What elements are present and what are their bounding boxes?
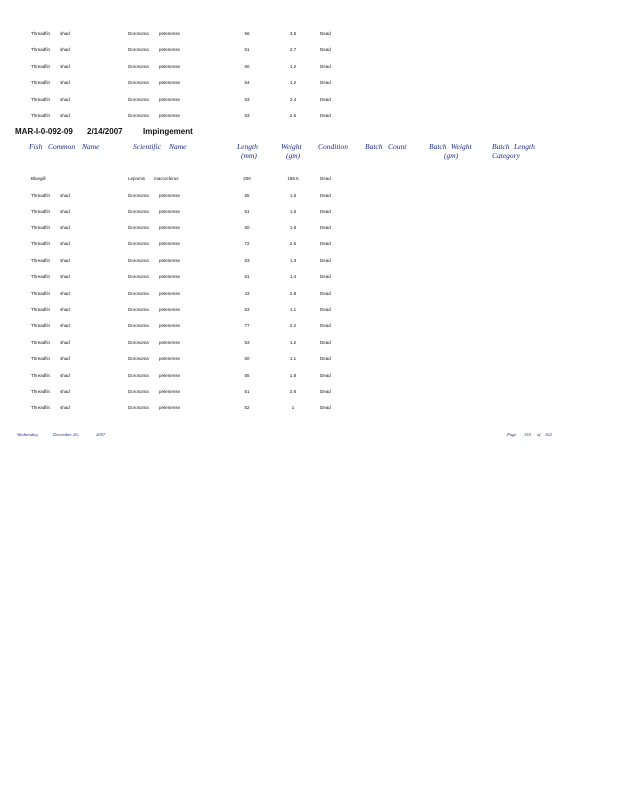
- footer-of-label: of: [537, 432, 541, 437]
- scientific-name-2: petenense: [159, 80, 181, 85]
- scientific-name-1: Dorosoma: [128, 31, 149, 36]
- col-common: Common: [48, 142, 76, 151]
- common-name-2: shad: [60, 209, 70, 214]
- length-value: 50: [244, 225, 250, 230]
- scientific-name-2: petenense: [159, 241, 181, 246]
- condition-value: Dead: [320, 356, 331, 361]
- common-name-1: Bluegill: [31, 176, 46, 181]
- scientific-name-1: Dorosoma: [128, 97, 149, 102]
- scientific-name-2: petenense: [159, 323, 181, 328]
- scientific-name-2: petenense: [159, 307, 181, 312]
- weight-value: 2.4: [289, 97, 297, 102]
- scientific-name-2: petenense: [159, 258, 181, 263]
- scientific-name-2: petenense: [159, 113, 181, 118]
- length-value: 43: [244, 291, 250, 296]
- common-name-2: shad: [60, 97, 70, 102]
- weight-value: 1.4: [289, 274, 297, 279]
- weight-value: 1: [291, 405, 295, 410]
- table-row: [0, 192, 618, 199]
- col-weight-unit: (gm): [286, 151, 301, 160]
- condition-value: Dead: [320, 31, 331, 36]
- length-value: 54: [244, 80, 250, 85]
- footer-page-label: Page: [507, 432, 517, 437]
- scientific-name-1: Dorosoma: [128, 113, 149, 118]
- length-value: 53: [244, 258, 250, 263]
- footer-weekday: Wednesday,: [17, 432, 39, 437]
- weight-value: 2.8: [289, 291, 297, 296]
- length-value: 77: [244, 323, 250, 328]
- weight-value: 2.2: [289, 323, 297, 328]
- condition-value: Dead: [320, 176, 331, 181]
- table-row: [0, 224, 618, 231]
- table-row: [0, 208, 618, 215]
- length-value: 61: [244, 274, 250, 279]
- col-scientific: Scientific: [133, 142, 161, 151]
- scientific-name-2: petenense: [159, 193, 181, 198]
- condition-value: Dead: [320, 64, 331, 69]
- table-row: [0, 112, 618, 119]
- scientific-name-1: Dorosoma: [128, 323, 149, 328]
- scientific-name-1: Dorosoma: [128, 241, 149, 246]
- table-row: [0, 388, 618, 395]
- scientific-name-2: petenense: [159, 356, 181, 361]
- table-row: [0, 257, 618, 264]
- weight-value: 188.5: [287, 176, 299, 181]
- col-length-cat: Length: [514, 142, 535, 151]
- scientific-name-1: Dorosoma: [128, 389, 149, 394]
- length-value: 52: [244, 405, 250, 410]
- length-value: 51: [244, 209, 250, 214]
- common-name-1: Threadfin: [31, 373, 51, 378]
- col-weight: Weight: [281, 142, 302, 151]
- common-name-1: Threadfin: [31, 193, 51, 198]
- weight-value: 1.3: [289, 258, 297, 263]
- length-value: 53: [244, 113, 250, 118]
- table-row: [0, 372, 618, 379]
- length-value: 50: [244, 356, 250, 361]
- common-name-2: shad: [60, 307, 70, 312]
- table-row: [0, 175, 618, 182]
- col-batch-2: Batch: [429, 142, 447, 151]
- condition-value: Dead: [320, 373, 331, 378]
- length-value: 56: [244, 31, 250, 36]
- length-value: 53: [244, 340, 250, 345]
- scientific-name-2: petenense: [159, 274, 181, 279]
- condition-value: Dead: [320, 113, 331, 118]
- common-name-2: shad: [60, 64, 70, 69]
- scientific-name-1: Dorosoma: [128, 356, 149, 361]
- scientific-name-1: Dorosoma: [128, 225, 149, 230]
- condition-value: Dead: [320, 340, 331, 345]
- table-row: [0, 46, 618, 53]
- scientific-name-2: petenense: [159, 47, 181, 52]
- table-row: [0, 306, 618, 313]
- scientific-name-2: macrochirus: [154, 176, 179, 181]
- table-row: [0, 273, 618, 280]
- condition-value: Dead: [320, 225, 331, 230]
- scientific-name-2: petenense: [159, 209, 181, 214]
- scientific-name-2: petenense: [159, 340, 181, 345]
- common-name-2: shad: [60, 291, 70, 296]
- col-fish: Fish: [29, 142, 43, 151]
- col-condition: Condition: [318, 142, 349, 151]
- common-name-2: shad: [60, 47, 70, 52]
- weight-value: 1.5: [289, 209, 297, 214]
- scientific-name-1: Dorosoma: [128, 209, 149, 214]
- common-name-1: Threadfin: [31, 340, 51, 345]
- common-name-2: shad: [60, 340, 70, 345]
- scientific-name-1: Dorosoma: [128, 80, 149, 85]
- scientific-name-1: Dorosoma: [128, 258, 149, 263]
- scientific-name-2: petenense: [159, 225, 181, 230]
- scientific-name-1: Dorosoma: [128, 373, 149, 378]
- table-row: [0, 240, 618, 247]
- common-name-2: shad: [60, 241, 70, 246]
- scientific-name-1: Dorosoma: [128, 291, 149, 296]
- scientific-name-2: petenense: [159, 291, 181, 296]
- weight-value: 3.5: [289, 31, 297, 36]
- common-name-1: Threadfin: [31, 209, 51, 214]
- common-name-2: shad: [60, 31, 70, 36]
- length-value: 72: [244, 241, 250, 246]
- length-value: 53: [244, 97, 250, 102]
- condition-value: Dead: [320, 274, 331, 279]
- weight-value: 1.1: [289, 307, 297, 312]
- common-name-2: shad: [60, 405, 70, 410]
- weight-value: 1.2: [289, 80, 297, 85]
- weight-value: 1.1: [289, 356, 297, 361]
- col-name-2: Name: [169, 142, 187, 151]
- scientific-name-1: Dorosoma: [128, 405, 149, 410]
- weight-value: 2.5: [289, 241, 297, 246]
- scientific-name-2: petenense: [159, 389, 181, 394]
- condition-value: Dead: [320, 389, 331, 394]
- length-value: 50: [244, 64, 250, 69]
- weight-value: 1.2: [289, 64, 297, 69]
- column-headers: [0, 142, 618, 164]
- common-name-1: Threadfin: [31, 274, 51, 279]
- length-value: 55: [244, 193, 250, 198]
- condition-value: Dead: [320, 241, 331, 246]
- common-name-2: shad: [60, 80, 70, 85]
- scientific-name-2: petenense: [159, 373, 181, 378]
- common-name-1: Threadfin: [31, 258, 51, 263]
- common-name-2: shad: [60, 113, 70, 118]
- common-name-2: shad: [60, 373, 70, 378]
- col-length-unit: (mm): [241, 151, 257, 160]
- common-name-1: Threadfin: [31, 241, 51, 246]
- length-value: 200: [243, 176, 251, 181]
- col-batch-1: Batch: [365, 142, 383, 151]
- sample-id: MAR-I-0-092-09: [15, 127, 73, 136]
- common-name-1: Threadfin: [31, 389, 51, 394]
- col-count: Count: [388, 142, 407, 151]
- scientific-name-2: petenense: [159, 64, 181, 69]
- table-row: [0, 290, 618, 297]
- sample-date: 2/14/2007: [87, 127, 123, 136]
- common-name-2: shad: [60, 389, 70, 394]
- scientific-name-1: Lepomis: [128, 176, 146, 181]
- scientific-name-1: Dorosoma: [128, 64, 149, 69]
- table-row: [0, 63, 618, 70]
- common-name-1: Threadfin: [31, 356, 51, 361]
- table-row: [0, 96, 618, 103]
- scientific-name-2: petenense: [159, 97, 181, 102]
- scientific-name-2: petenense: [159, 31, 181, 36]
- common-name-2: shad: [60, 193, 70, 198]
- condition-value: Dead: [320, 209, 331, 214]
- condition-value: Dead: [320, 258, 331, 263]
- footer-month-day: December 26,: [53, 432, 79, 437]
- common-name-1: Threadfin: [31, 80, 51, 85]
- common-name-1: Threadfin: [31, 405, 51, 410]
- footer-page-number: 155: [524, 432, 531, 437]
- common-name-2: shad: [60, 274, 70, 279]
- table-row: [0, 30, 618, 37]
- common-name-1: Threadfin: [31, 97, 51, 102]
- table-row: [0, 339, 618, 346]
- weight-value: 1.8: [289, 373, 297, 378]
- condition-value: Dead: [320, 323, 331, 328]
- table-row: [0, 79, 618, 86]
- col-category: Category: [492, 151, 520, 160]
- col-batch-3: Batch: [492, 142, 510, 151]
- length-value: 51: [244, 389, 250, 394]
- length-value: 53: [244, 307, 250, 312]
- weight-value: 1.2: [289, 340, 297, 345]
- length-value: 55: [244, 373, 250, 378]
- scientific-name-1: Dorosoma: [128, 274, 149, 279]
- condition-value: Dead: [320, 291, 331, 296]
- condition-value: Dead: [320, 193, 331, 198]
- common-name-1: Threadfin: [31, 64, 51, 69]
- common-name-2: shad: [60, 356, 70, 361]
- condition-value: Dead: [320, 97, 331, 102]
- col-batch-weight: Weight: [451, 142, 472, 151]
- col-length: Length: [237, 142, 258, 151]
- table-row: [0, 404, 618, 411]
- weight-value: 2.8: [289, 389, 297, 394]
- table-row: [0, 355, 618, 362]
- weight-value: 2.5: [289, 113, 297, 118]
- col-name-1: Name: [82, 142, 100, 151]
- page-footer: [0, 431, 618, 439]
- col-batch-weight-unit: (gm): [444, 151, 459, 160]
- scientific-name-1: Dorosoma: [128, 47, 149, 52]
- weight-value: 1.8: [289, 225, 297, 230]
- common-name-1: Threadfin: [31, 31, 51, 36]
- condition-value: Dead: [320, 47, 331, 52]
- scientific-name-1: Dorosoma: [128, 307, 149, 312]
- common-name-2: shad: [60, 258, 70, 263]
- scientific-name-1: Dorosoma: [128, 193, 149, 198]
- weight-value: 2.7: [289, 47, 297, 52]
- scientific-name-1: Dorosoma: [128, 340, 149, 345]
- common-name-2: shad: [60, 323, 70, 328]
- condition-value: Dead: [320, 80, 331, 85]
- common-name-2: shad: [60, 225, 70, 230]
- condition-value: Dead: [320, 307, 331, 312]
- common-name-1: Threadfin: [31, 225, 51, 230]
- condition-value: Dead: [320, 405, 331, 410]
- common-name-1: Threadfin: [31, 291, 51, 296]
- common-name-1: Threadfin: [31, 113, 51, 118]
- table-row: [0, 322, 618, 329]
- length-value: 51: [244, 47, 250, 52]
- footer-year: 2007: [96, 432, 106, 437]
- common-name-1: Threadfin: [31, 323, 51, 328]
- common-name-1: Threadfin: [31, 307, 51, 312]
- footer-page-total: 162: [545, 432, 552, 437]
- sample-type: Impingement: [143, 127, 193, 136]
- scientific-name-2: petenense: [159, 405, 181, 410]
- weight-value: 1.5: [289, 193, 297, 198]
- common-name-1: Threadfin: [31, 47, 51, 52]
